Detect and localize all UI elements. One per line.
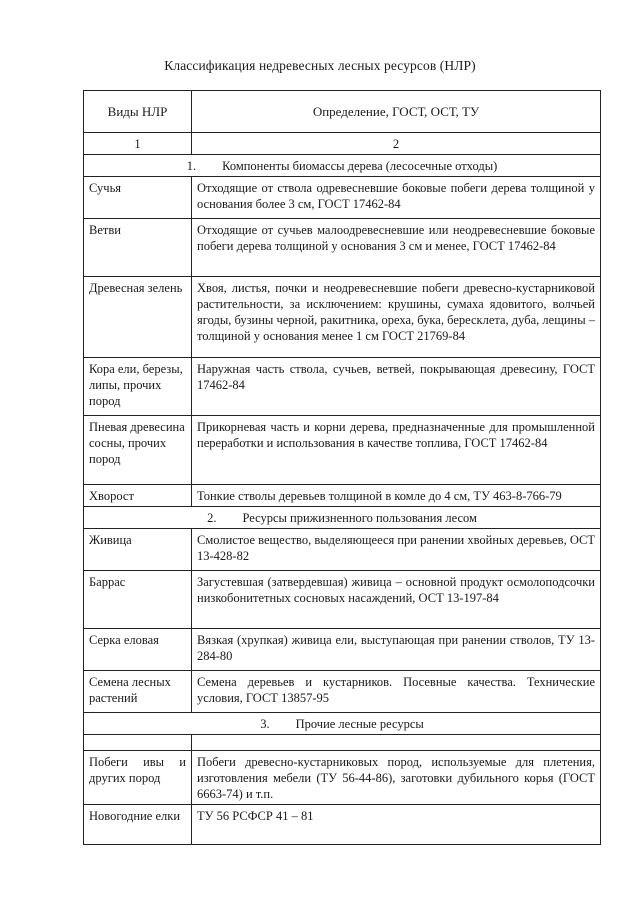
section-number: 3.	[260, 717, 270, 731]
resource-name: Сучья	[84, 177, 192, 219]
table-row	[84, 358, 601, 416]
resource-name: Хворост	[84, 485, 192, 507]
resource-definition: Смолистое вещество, выделяющееся при ранении хвойных деревьев, ОСТ 13-428-82	[192, 529, 601, 571]
page-title: Классификация недревесных лесных ресурсов (НЛР)	[164, 58, 476, 73]
section-title: Ресурсы прижизненного пользования лесом	[242, 511, 477, 525]
table-row	[84, 629, 601, 671]
header-types: Виды НЛР	[84, 91, 192, 133]
section-header	[84, 507, 601, 529]
section-1-title-cell	[84, 155, 601, 177]
table-row	[84, 177, 601, 219]
table-row	[84, 571, 601, 629]
resource-name: Кора ели, березы, липы, прочих пород	[84, 358, 192, 416]
section-header	[84, 155, 601, 177]
resource-definition: Хвоя, листья, почки и неодревесневшие побеги древесно-кустарниковой растительности, за исключением: крушины, сумаха ядовитого, волчьей ягоды, бузины черной, ракитника, ореха, бука, бересклета, дуба, лещины – толщиной у основания менее 1 см ГОСТ 21769-84	[192, 277, 601, 358]
header-row	[84, 91, 601, 133]
spacer-row	[84, 735, 601, 751]
table-row	[84, 805, 601, 845]
spacer-cell	[192, 735, 601, 751]
header-definition: Определение, ГОСТ, ОСТ, ТУ	[192, 91, 601, 133]
resource-definition: Отходящие от сучьев малоодревесневшие или неодревесневшие боковые побеги дерева толщиной у основания 3 см и менее, ГОСТ 17462-84	[192, 219, 601, 277]
resource-definition: Побеги древесно-кустарниковых пород, используемые для плетения, изготовления мебели (ТУ 56-44-86), заготовки дубильного корья (ГОСТ 6663-74) и т.п.	[192, 751, 601, 805]
resource-definition: Семена деревьев и кустарников. Посевные качества. Технические условия, ГОСТ 13857-95	[192, 671, 601, 713]
section-title: Прочие лесные ресурсы	[295, 717, 424, 731]
table-row	[84, 751, 601, 805]
section-number: 1.	[186, 159, 197, 173]
section-2-title-cell	[84, 507, 601, 529]
nlr-classification-table	[83, 90, 601, 845]
resource-definition: Загустевшая (затвердевшая) живица – основной продукт осмолоподсочки низкобонитетных сосновых насаждений, ОСТ 13-197-84	[192, 571, 601, 629]
resource-name: Живица	[84, 529, 192, 571]
resource-definition: Наружная часть ствола, сучьев, ветвей, покрывающая древесину, ГОСТ 17462-84	[192, 358, 601, 416]
resource-definition: Тонкие стволы деревьев толщиной в комле до 4 см, ТУ 463-8-766-79	[192, 485, 601, 507]
column-number-1: 1	[84, 133, 192, 155]
table-row	[84, 485, 601, 507]
resource-definition: Вязкая (хрупкая) живица ели, выступающая при ранении стволов, ТУ 13-284-80	[192, 629, 601, 671]
resource-name: Пневая древесина сосны, прочих пород	[84, 416, 192, 485]
table-row	[84, 219, 601, 277]
resource-name: Новогодние елки	[84, 805, 192, 845]
resource-name: Баррас	[84, 571, 192, 629]
section-title: Компоненты биомассы дерева (лесосечные отходы)	[222, 159, 498, 173]
table-row	[84, 529, 601, 571]
section-number: 2.	[207, 511, 217, 525]
section-header	[84, 713, 601, 735]
resource-name: Побеги ивы и других пород	[84, 751, 192, 805]
resource-definition: ТУ 56 РСФСР 41 – 81	[192, 805, 601, 845]
resource-definition: Отходящие от ствола одревесневшие боковые побеги дерева толщиной у основания более 3 см, ГОСТ 17462-84	[192, 177, 601, 219]
resource-name: Серка еловая	[84, 629, 192, 671]
table-row	[84, 416, 601, 485]
column-number-2: 2	[192, 133, 601, 155]
table-row	[84, 671, 601, 713]
resource-name: Древесная зелень	[84, 277, 192, 358]
spacer-cell	[84, 735, 192, 751]
resource-name: Семена лесных растений	[84, 671, 192, 713]
table-row	[84, 277, 601, 358]
section-3-title-cell	[84, 713, 601, 735]
resource-name: Ветви	[84, 219, 192, 277]
column-number-row	[84, 133, 601, 155]
resource-definition: Прикорневая часть и корни дерева, предназначенные для промышленной переработки и использования в качестве топлива, ГОСТ 17462-84	[192, 416, 601, 485]
